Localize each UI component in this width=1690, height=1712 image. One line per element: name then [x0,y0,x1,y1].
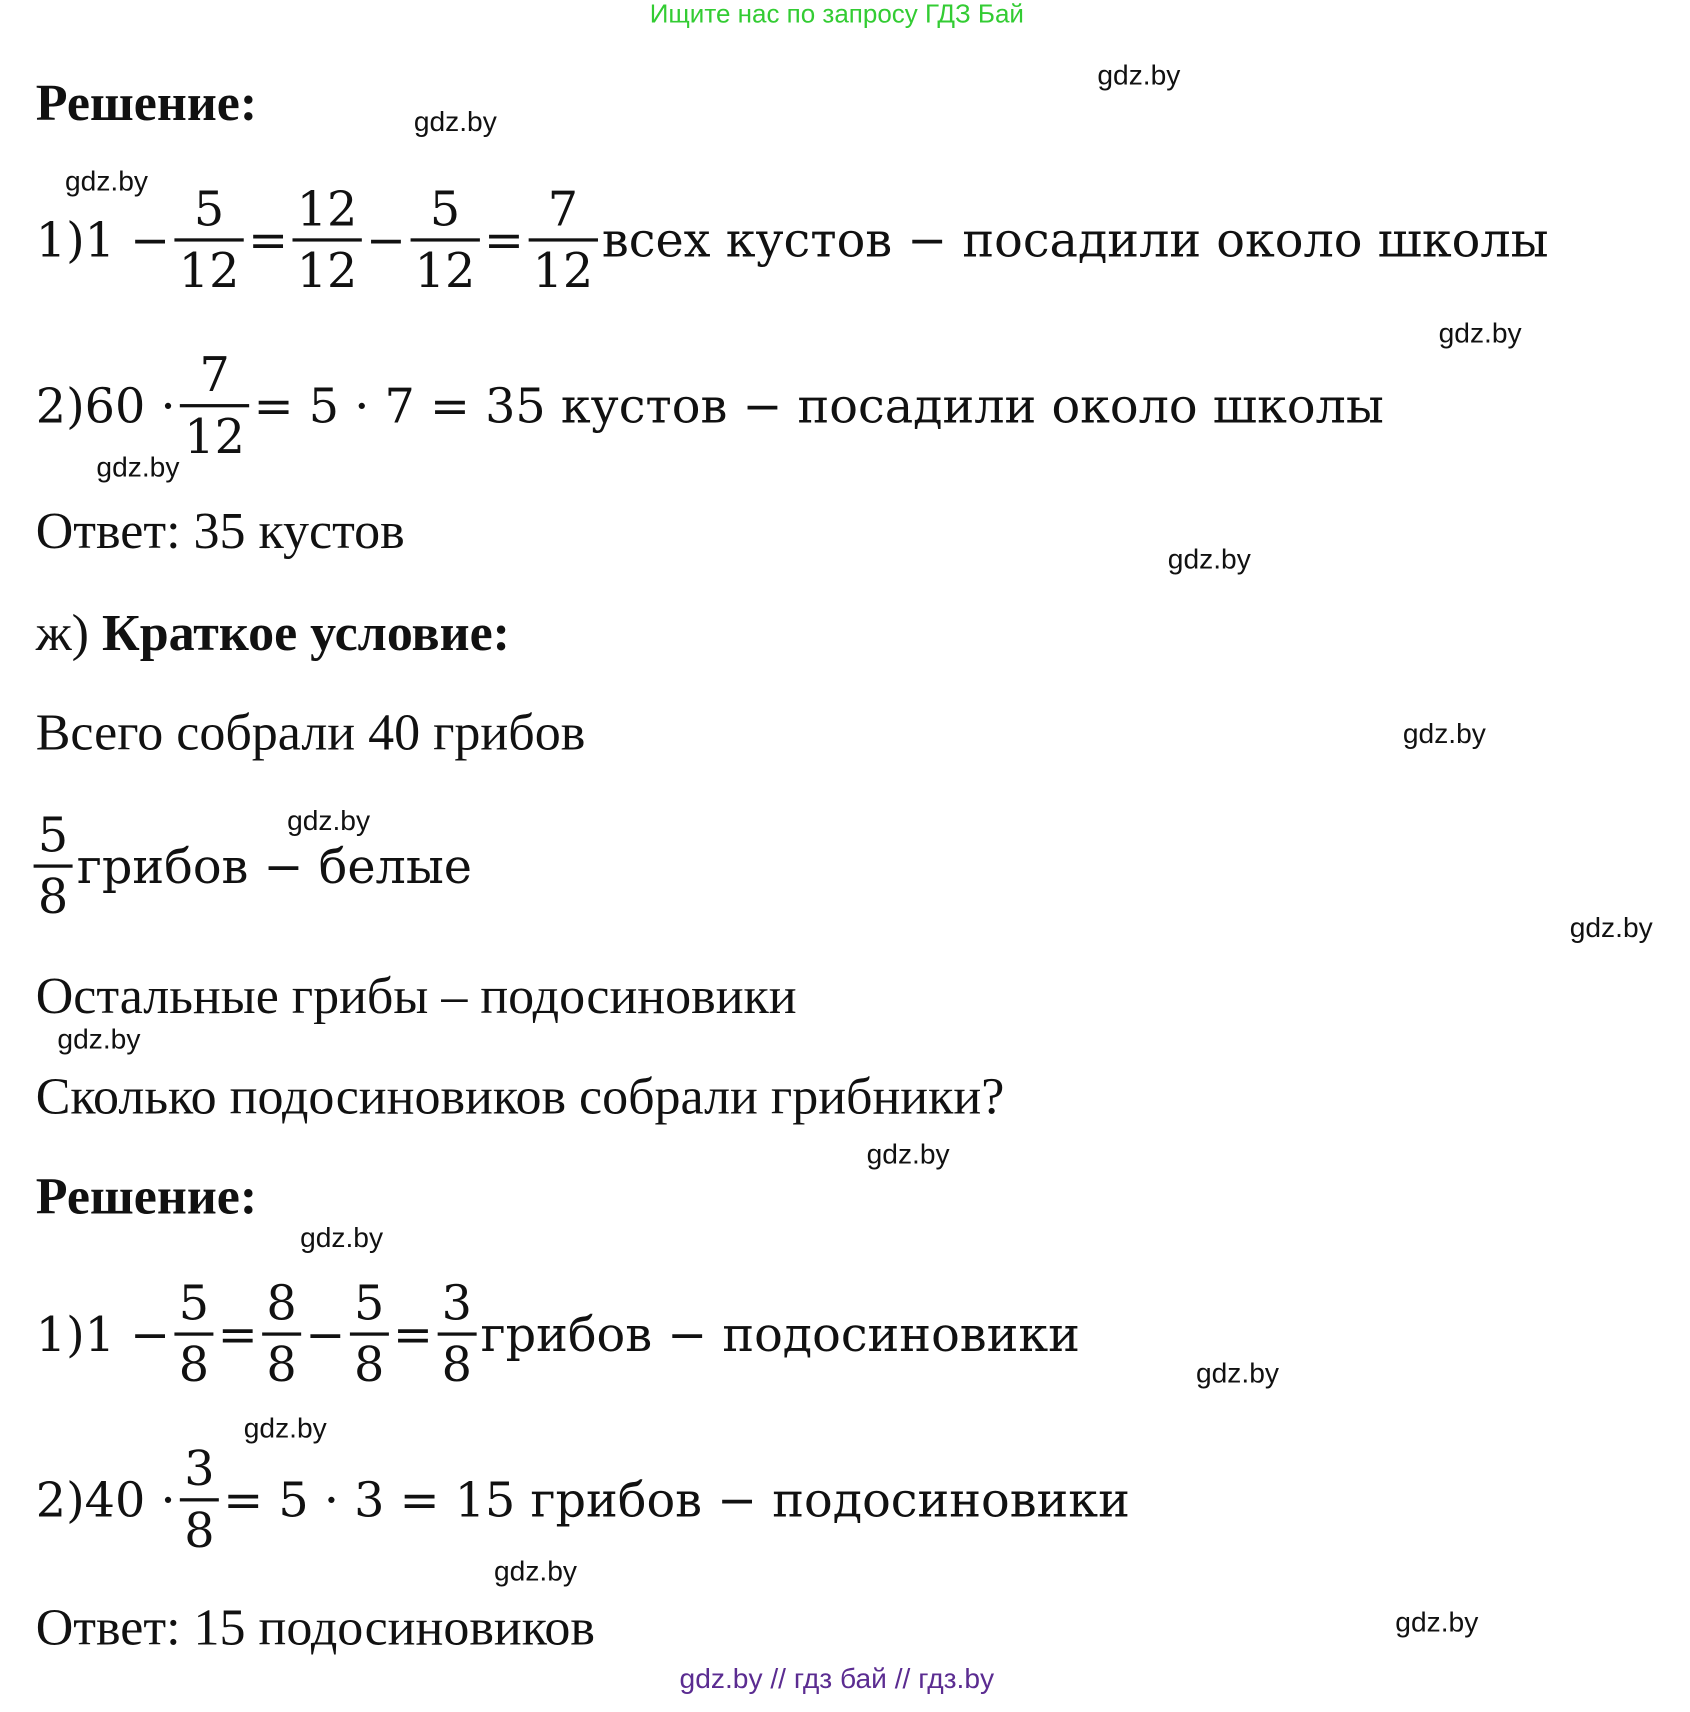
denominator: 12 [178,243,240,299]
item-label: ж) [35,604,89,662]
watermark: gdz.by [1402,717,1486,750]
watermark: gdz.by [1569,911,1653,944]
numerator: 12 [292,186,361,241]
fraction [182,347,247,465]
numerator: 8 [262,1280,301,1335]
watermark: gdz.by [300,1220,384,1254]
minus: − [366,212,406,269]
fraction [177,1275,212,1393]
watermark: gdz.by [866,1137,950,1170]
step-text: грибов − подосиновики [480,1307,1080,1363]
numerator: 5 [174,186,243,241]
step-text: = 5 · 3 = 15 грибов − подосиновики [223,1472,1130,1528]
denominator: 12 [414,243,476,299]
watermark: gdz.by [1097,58,1181,91]
denominator: 8 [178,1337,210,1393]
denominator: 12 [184,408,245,465]
condition-text: грибов − белые [76,839,472,895]
footer-links[interactable]: gdz.by // гдз бай // гдз.by [679,1661,995,1695]
fraction [530,181,595,299]
equals: = [248,212,289,269]
watermark: gdz.by [1438,316,1522,349]
denominator: 8 [37,869,69,925]
watermark: gdz.by [57,1022,141,1056]
fraction [295,181,360,299]
short-condition-title: Краткое условие: [101,604,510,662]
denominator: 8 [353,1337,385,1393]
step-prefix: 1)1 − [35,1307,171,1363]
step-text: = 5 · 7 = 35 кустов − посадили около школы [253,378,1384,434]
watermark: gdz.by [1167,542,1251,576]
equals: = [483,212,524,269]
numerator: 3 [437,1280,476,1335]
fraction [36,807,71,925]
fraction [264,1275,299,1393]
numerator: 5 [350,1280,389,1335]
numerator: 5 [410,186,479,241]
watermark: gdz.by [287,803,371,837]
watermark: gdz.by [413,105,497,138]
equals: = [392,1307,433,1363]
numerator: 7 [528,186,597,241]
equals: = [217,1307,258,1363]
condition-line: Всего собрали 40 грибов [35,704,586,762]
numerator: 5 [34,812,73,867]
fraction [177,181,242,299]
fraction [439,1275,474,1393]
denominator: 8 [441,1337,472,1393]
step-text: всех кустов − посадили около школы [601,212,1549,269]
watermark: gdz.by [1395,1605,1479,1638]
short-condition-heading [36,603,510,663]
denominator: 12 [296,243,358,299]
watermark: gdz.by [64,164,148,198]
answer: Ответ: 15 подосиновиков [35,1598,595,1657]
fraction [182,1441,217,1559]
minus: − [305,1307,346,1363]
search-hint-header: Ищите нас по запросу ГДЗ Бай [649,0,1024,30]
step-prefix: 2)40 · [35,1472,176,1528]
numerator: 3 [180,1446,219,1501]
step-prefix: 2)60 · [35,378,176,434]
watermark: gdz.by [243,1411,327,1445]
step-prefix: 1)1 − [35,212,171,269]
solution-title: Решение: [35,1167,258,1226]
condition-line: Остальные грибы – подосиновики [35,967,797,1025]
watermark: gdz.by [1195,1356,1279,1389]
question: Сколько подосиновиков собрали грибники? [35,1068,1005,1126]
denominator: 8 [266,1337,297,1393]
numerator: 5 [174,1280,213,1335]
answer: Ответ: 35 кустов [35,502,405,561]
numerator: 7 [180,352,249,407]
watermark: gdz.by [493,1554,577,1588]
denominator: 12 [532,243,594,299]
fraction [412,181,477,299]
denominator: 8 [184,1503,215,1559]
solution-title: Решение: [35,74,258,133]
watermark: gdz.by [96,450,180,484]
fraction [352,1275,387,1393]
